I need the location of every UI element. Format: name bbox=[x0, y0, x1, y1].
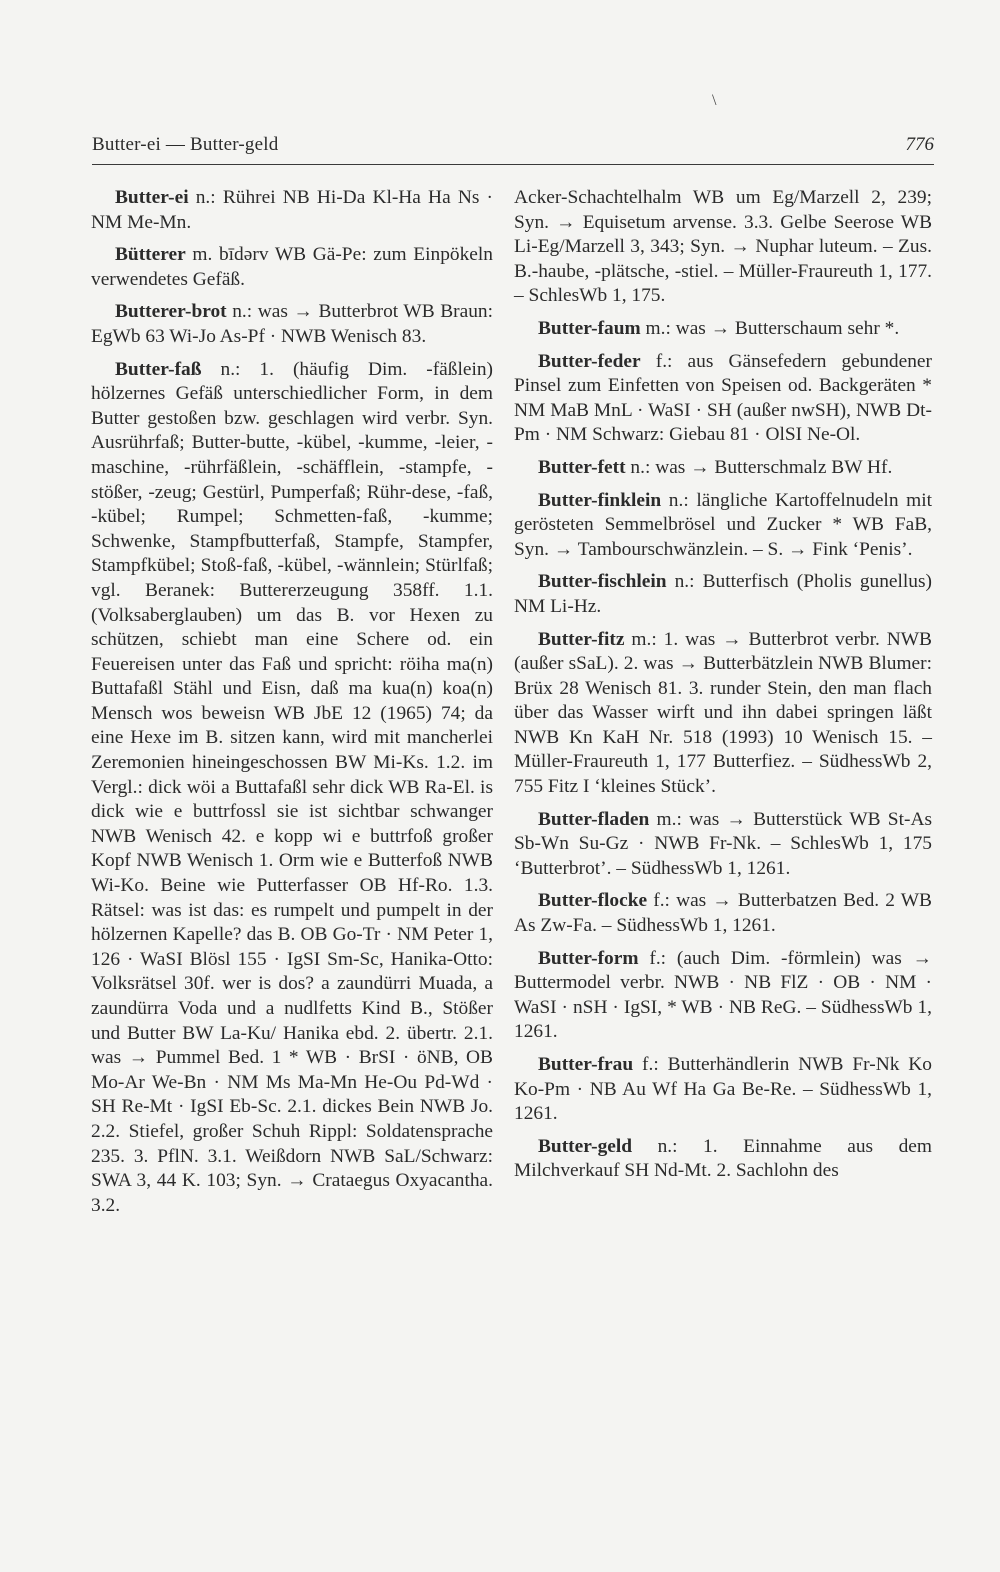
entry-text: f.: Butterhändlerin NWB Fr-Nk Ko Ko-Pm · NB Au Wf Ha Ga Be-Re. – SüdhessWb 1, 1261. bbox=[514, 1054, 932, 1125]
dictionary-entry bbox=[514, 947, 932, 1045]
dictionary-entry bbox=[514, 570, 932, 619]
entry-text: n.: Butterfisch (Pholis gunellus) NM Li-Hz. bbox=[514, 571, 932, 617]
headword: Butter-ei bbox=[115, 187, 189, 208]
dictionary-entry bbox=[514, 808, 932, 882]
headword: Butter-frau bbox=[538, 1054, 634, 1075]
entry-text: n.: Rührei NB Hi-Da Kl-Ha Ha Ns · NM Me-Mn. bbox=[91, 187, 493, 233]
dictionary-entry bbox=[514, 889, 932, 938]
stray-mark: \ bbox=[712, 92, 717, 109]
entry-text: n.: 1. (häufig Dim. -fäßlein) hölzernes Gefäß unterschiedlicher Form, in dem Butter gestoßen bzw. geschlagen wird verbr. Syn. Ausrührfaß; Butter-butte, -kübel, -kumme, -leier, -maschine, -rührfäßlein, -schäfflein, -stampfe, -stößer, -zeug; Gestürl, Pumperfaß; Rühr-dese, -faß, -kübel; Rumpel; Schmetten-faß, -kumme; Schwenke, Stampfbutterfaß, Stampfe, Stampfer, Stampfkübel; Stoß-faß, -kübel, -wännlein; Stürlfaß; vgl. Beranek: Buttererzeugung 358ff. 1.1. (Volksaberglauben) um das B. vor Hexen zu schützen, schiebt man eine Schere od. ein Feuereisen unter das Faß und spricht: röiha ma(n) Buttafaßl Stähl und Eisn, daß ma kua(n) koa(n) Mensch wos beweisn WB JbE 12 (1965) 74; da eine Hexe im B. sitzen kann, wird mit mancherlei Zeremonien hineingeschossen BW Mi-Ks. 1.2. im Vergl.: dick wöi a Buttafaßl sehr dick WB Ra-El. is dick wie e buttrfossl sie ist sichtbar schwanger NWB Wenisch 42. e kopp wi e buttrfoß großer Kopf NWB Wenisch 1. Orm wie e Butterfoß NWB Wi-Ko. Beine wie Putterfasser OB Hf-Ro. 1.3. Rätsel: was ist das: es rumpelt und pumpelt in der hölzernen Kapelle? das B. OB Go-Tr · NM Peter 1, 126 · WaSI Blösl 155 · IgSI Sm-Sc, Hanika-Otto: Volksrätsel 30f. wer is dos? a zaundürri Muada, a zaundürra Voda und a nudlfetts Kind B., Stößer und Butter BW La-Ku/ Hanika ebd. 2. übertr. 2.1. was → Pummel Bed. 1 * WB · BrSI · öNB, OB Mo-Ar We-Bn · NM Ms Ma-Mn He-Ou Pd-Wd · SH Re-Mt · IgSI Eb-Sc. 2.1. dickes Bein NWB Jo. 2.2. Stiefel, großer Schuh Rippl: Soldatensprache 235. 3. PflN. 3.1. Weißdorn NWB SaL/Schwarz: SWA 3, 44 K. 103; Syn. → Crataegus Oxyacantha. 3.2. bbox=[91, 358, 493, 1216]
dictionary-entry bbox=[91, 186, 493, 235]
entry-text: m. bīdərv WB Gä-Pe: zum Einpökeln verwendetes Gefäß. bbox=[91, 244, 493, 290]
headword: Butter-form bbox=[538, 947, 639, 969]
dictionary-entry bbox=[514, 1053, 932, 1127]
headword: Butter-feder bbox=[538, 350, 641, 372]
entry-text: f.: was → Butterbatzen Bed. 2 WB As Zw-Fa. – SüdhessWb 1, 1261. bbox=[514, 890, 932, 937]
entry-text: m.: 1. was → Butterbrot verbr. NWB (außer sSaL). 2. was → Butterbätzlein NWB Blumer: Brüx 28 Wenisch 81. 3. runder Stein, den man flach über das Wasser wirft und ihn dabei springen läßt NWB Kn KaH Nr. 518 (1993) 10 Wenisch 15. – Müller-Fraureuth 1, 177 Butterfiez. – SüdhessWb 2, 755 Fitz I ‘kleines Stück’. bbox=[514, 628, 932, 798]
entry-text: n.: 1. Einnahme aus dem Milchverkauf SH Nd-Mt. 2. Sachlohn des bbox=[514, 1135, 932, 1182]
headword: Butter-fischlein bbox=[538, 571, 667, 593]
headword: Butter-finklein bbox=[538, 489, 662, 511]
entry-text: n.: was → Butterbrot WB Braun: EgWb 63 Wi-Jo As-Pf · NWB Wenisch 83. bbox=[91, 301, 493, 347]
dictionary-entry bbox=[514, 628, 932, 800]
dictionary-entry bbox=[514, 1135, 932, 1184]
page-number: 776 bbox=[905, 134, 934, 155]
dictionary-entry bbox=[514, 350, 932, 448]
entry-text: n.: was → Butterschmalz BW Hf. bbox=[625, 456, 893, 478]
entry-text: f.: (auch Dim. -förmlein) was → Buttermodel verbr. NWB · NB FlZ · OB · NM · WaSI · nSH · IgSI, * WB · NB ReG. – SüdhessWb 1, 1261. bbox=[514, 947, 932, 1043]
entry-text: f.: aus Gänsefedern gebundener Pinsel zum Einfetten von Speisen od. Backgeräten * NM MaB MnL · WaSI · SH (außer nwSH), NWB Dt-Pm · NM Schwarz: Giebau 81 · OlSI Ne-Ol. bbox=[514, 350, 932, 446]
entry-text: n.: längliche Kartoffelnudeln mit gerösteten Semmelbrösel und Zucker * WB FaB, Syn. → Tambourschwänzlein. – S. → Fink ‘Penis’. bbox=[514, 489, 932, 560]
dictionary-entry bbox=[514, 456, 932, 481]
running-header bbox=[92, 92, 934, 165]
headword: Butter-faum bbox=[538, 317, 641, 339]
entry-text: m.: was → Butterstück WB St-As Sb-Wn Su-Gz · NWB Fr-Nk. – SchlesWb 1, 175 ‘Butterbrot’. – SüdhessWb 1, 1261. bbox=[514, 808, 932, 879]
dictionary-entry bbox=[514, 317, 932, 342]
dictionary-entry bbox=[514, 489, 932, 563]
headword: Butter-faß bbox=[115, 358, 202, 380]
entry-text: m.: was → Butterschaum sehr *. bbox=[640, 317, 900, 339]
dictionary-entry bbox=[91, 300, 493, 349]
dictionary-entry-continued bbox=[514, 186, 932, 309]
headword: Butter-fett bbox=[538, 456, 626, 478]
headword: Butter-fitz bbox=[538, 628, 625, 650]
right-column bbox=[514, 186, 932, 1192]
dictionary-entry bbox=[91, 243, 493, 292]
headword: Butterer-brot bbox=[115, 301, 227, 323]
left-column bbox=[91, 186, 493, 1226]
headword: Butter-fladen bbox=[538, 808, 650, 830]
headword: Butter-geld bbox=[538, 1135, 633, 1157]
header-title: Butter-ei — Butter-geld bbox=[92, 134, 279, 155]
headword: Bütterer bbox=[115, 244, 186, 266]
entry-text: Acker-Schachtelhalm WB um Eg/Marzell 2, 239; Syn. → Equisetum arvense. 3.3. Gelbe Seerose WB Li-Eg/Marzell 3, 343; Syn. → Nuphar luteum. – Zus. B.-haube, -plätsche, -stiel. – Müller-Fraureuth 1, 177. – SchlesWb 1, 175. bbox=[514, 187, 932, 307]
dictionary-entry bbox=[91, 358, 493, 1219]
headword: Butter-flocke bbox=[538, 890, 648, 912]
